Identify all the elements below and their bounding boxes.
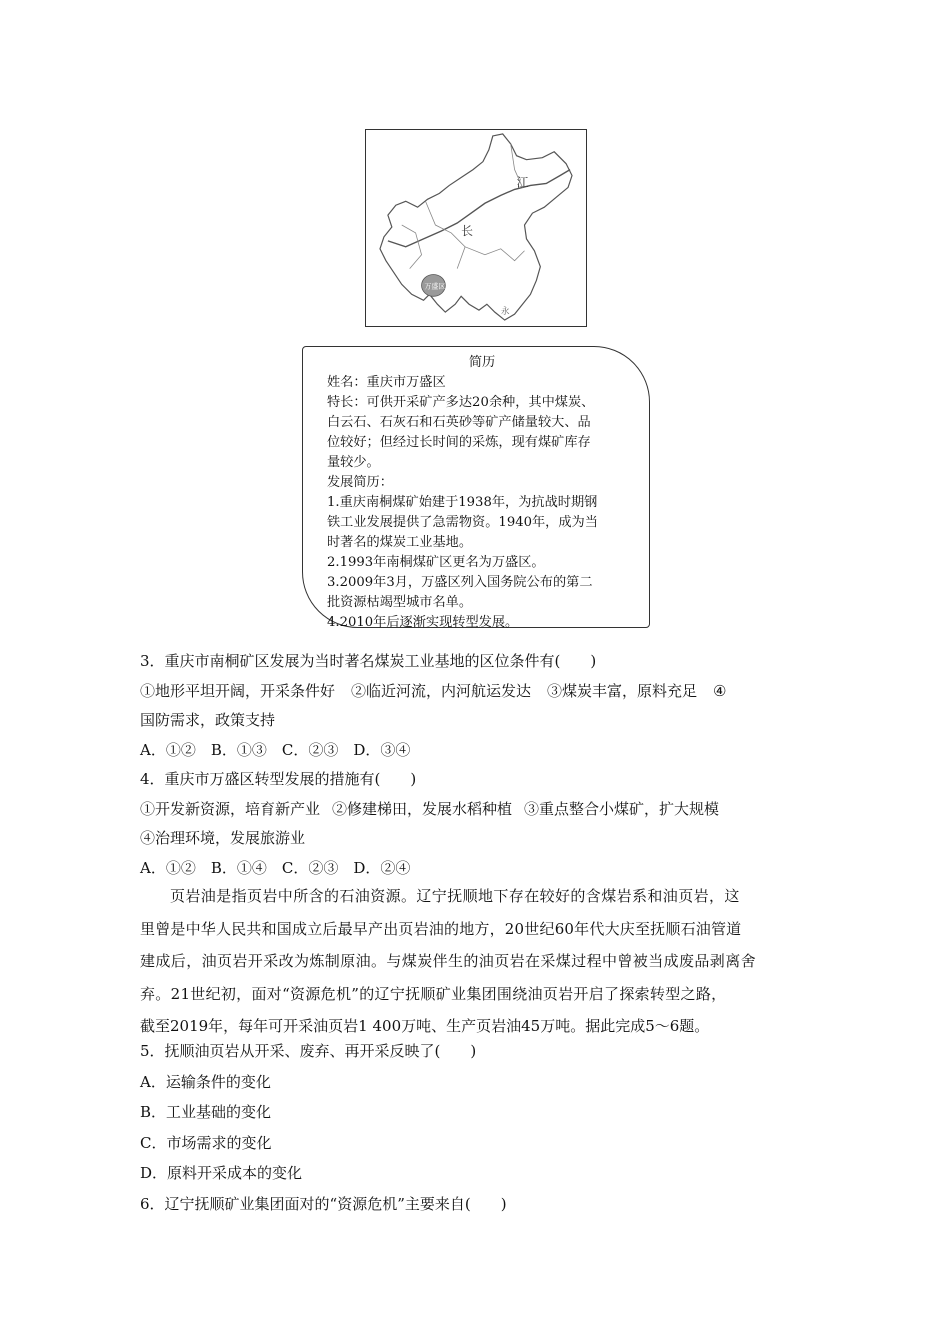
chongqing-map <box>365 129 587 327</box>
q3-stem: 3．重庆市南桐矿区发展为当时著名煤炭工业基地的区位条件有( ) <box>140 652 597 670</box>
map-outline <box>380 134 572 320</box>
q3-option-4-marker: ④ <box>713 681 727 700</box>
q5-option-d: D．原料开采成本的变化 <box>140 1164 303 1182</box>
q3-option-4: 国防需求，政策支持 <box>140 711 276 729</box>
q3-option-1: ①地形平坦开阔，开采条件好 <box>140 681 336 700</box>
passage-line: 弃。21世纪初，面对“资源危机”的辽宁抚顺矿业集团围绕油页岩开启了探索转型之路， <box>140 984 727 1003</box>
q4-stem: 4．重庆市万盛区转型发展的措施有( ) <box>140 770 417 788</box>
q5-option-a: A．运输条件的变化 <box>140 1072 271 1091</box>
resume-line: 量较少。 <box>327 455 380 470</box>
resume-line: 1.重庆南桐煤矿始建于1938年，为抗战时期钢 <box>327 495 598 510</box>
q4-option-1: ①开发新资源，培育新产业 <box>140 799 321 818</box>
resume-line: 特长：可供开采矿产多达20余种，其中煤炭、 <box>327 395 595 410</box>
q4-answers: A．①② B．①④ C．②③ D．②④ <box>140 858 411 877</box>
map-drawing <box>366 130 586 326</box>
resume-line: 3.2009年3月，万盛区列入国务院公布的第二 <box>327 575 593 590</box>
resume-title: 简历 <box>468 355 496 370</box>
q3-option-3: ③煤炭丰富，原料充足 <box>547 681 698 700</box>
resume-line: 发展简历： <box>327 475 393 490</box>
q3-answers: A．①② B．①③ C．②③ D．③④ <box>140 740 411 759</box>
q5-option-b: B．工业基础的变化 <box>140 1103 272 1121</box>
q4-option-3: ③重点整合小煤矿，扩大规模 <box>524 799 720 818</box>
map-label-chang: 长 <box>461 223 474 238</box>
passage-line: 建成后，油页岩开采改为炼制原油。与煤炭伴生的油页岩在采煤过程中曾被当成废品剥离舍 <box>140 952 757 970</box>
map-label-bottom: 永 <box>500 307 510 318</box>
resume-line: 2.1993年南桐煤矿区更名为万盛区。 <box>327 555 545 570</box>
questions-3-4 <box>140 647 812 883</box>
resume-line: 白云石、石灰石和石英砂等矿产储量较大、品 <box>327 415 591 430</box>
district-line <box>465 247 524 261</box>
questions-5-6 <box>140 1036 812 1219</box>
map-label-jiang: 江 <box>516 175 529 190</box>
q3-option-2: ②临近河流，内河航运发达 <box>351 681 532 700</box>
q6-stem: 6．辽宁抚顺矿业集团面对的“资源危机”主要来自( ) <box>140 1194 507 1213</box>
q3-options-line1 <box>140 677 812 707</box>
passage-line: 页岩油是指页岩中所含的石油资源。辽宁抚顺地下存在较好的含煤岩系和油页岩，这 <box>170 887 740 905</box>
passage <box>140 880 812 1043</box>
resume-line: 时著名的煤炭工业基地。 <box>327 535 473 550</box>
resume-line: 位较好；但经过长时间的采炼，现有煤矿库存 <box>327 435 591 450</box>
resume-line: 铁工业发展提供了急需物资。1940年，成为当 <box>327 515 598 530</box>
map-label-wansheng: 万盛区 <box>424 282 446 291</box>
q4-options-line1 <box>140 795 812 825</box>
resume-line: 4.2010年后逐渐实现转型发展。 <box>327 615 519 630</box>
passage-line: 截至2019年，每年可开采油页岩1 400万吨、生产页岩油45万吨。据此完成5～6题。 <box>140 1017 710 1035</box>
q4-option-4: ④治理环境，发展旅游业 <box>140 829 306 847</box>
resume-line: 姓名：重庆市万盛区 <box>327 375 446 390</box>
resume-card <box>302 346 650 628</box>
resume-line: 批资源枯竭型城市名单。 <box>327 595 473 610</box>
q4-option-2: ②修建梯田，发展水稻种植 <box>332 799 513 818</box>
q5-stem: 5．抚顺油页岩从开采、废弃、再开采反映了( ) <box>140 1042 477 1060</box>
passage-line: 里曾是中华人民共和国成立后最早产出页岩油的地方，20世纪60年代大庆至抚顺石油管道 <box>140 919 742 938</box>
q5-option-c: C．市场需求的变化 <box>140 1133 272 1152</box>
